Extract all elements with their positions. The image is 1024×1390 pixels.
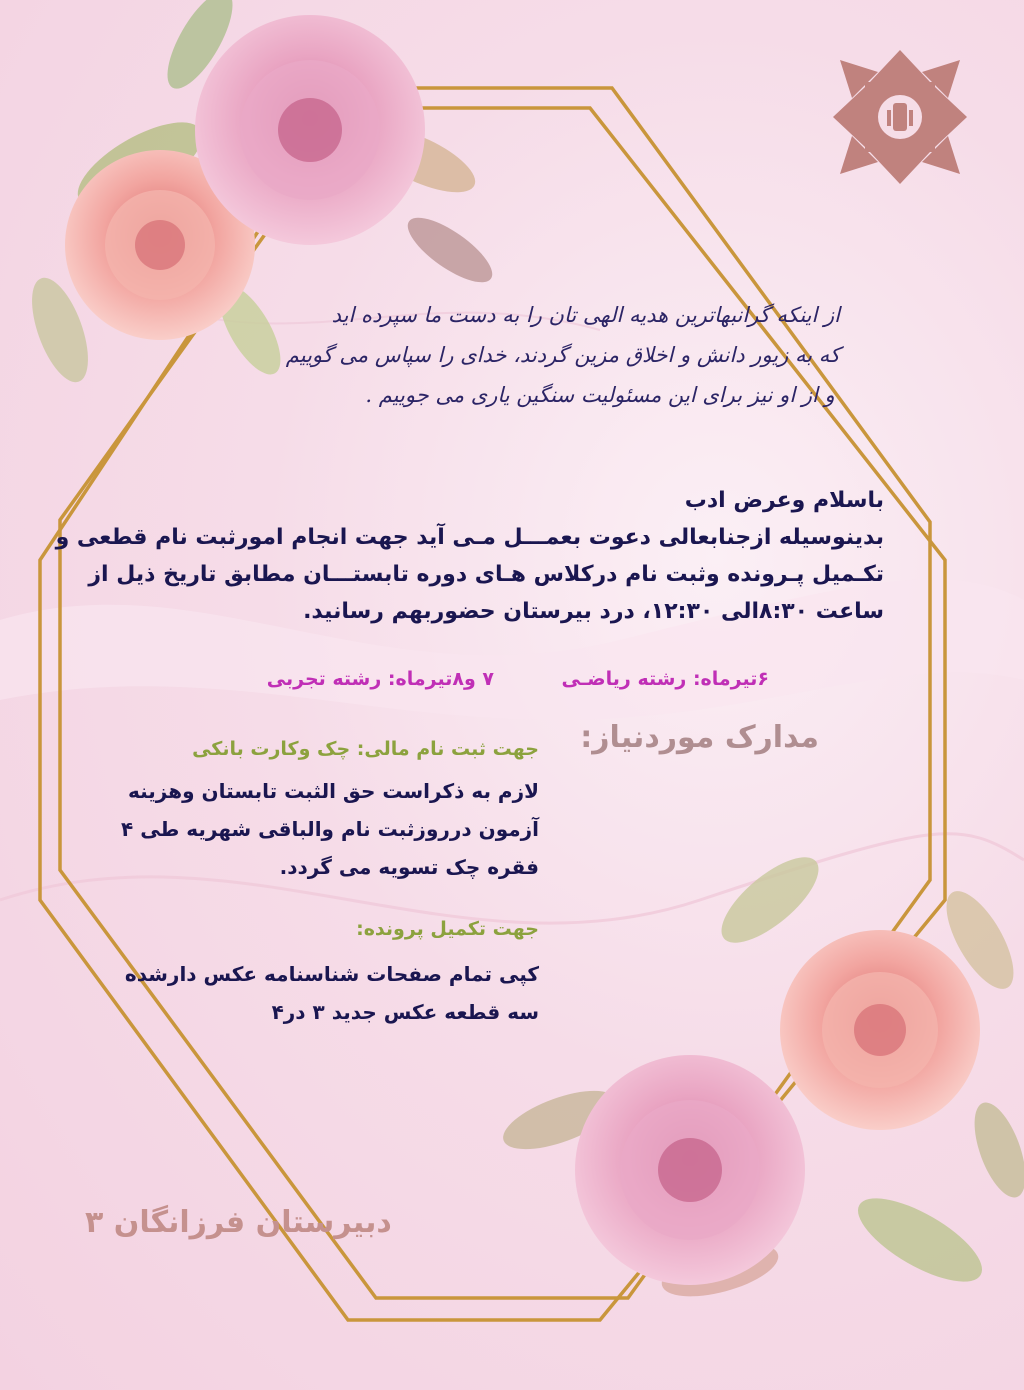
financial-text [121, 772, 539, 886]
financial-line: آزمون درروزثبت نام والباقی شهریه طی ۴ [121, 817, 539, 841]
body-line: بدینوسیله ازجنابعالی دعوت بعمـــل مـی آید جهت انجام امورثبت نام قطعی و [55, 525, 884, 550]
organization-logo [833, 50, 967, 184]
poem-line: و از او نیز برای این مسئولیت سنگین یاری می جوییم . [365, 383, 835, 407]
school-name: دبیرستان فرزانگان ۳ [85, 1205, 392, 1240]
file-line: سه قطعه عکس جدید ۳ در۴ [271, 1000, 539, 1024]
invitation-body [55, 482, 884, 630]
documents-title: مدارک موردنیاز: [580, 720, 819, 755]
file-title: جهت تکمیل پرونده: [356, 918, 539, 940]
financial-line: لازم به ذکراست حق الثبت تابستان وهزینه [128, 779, 539, 803]
poem-line: از اینکه گرانبهاترین هدیه الهی تان را به دست ما سپرده اید [331, 303, 840, 327]
poem-block [285, 295, 840, 415]
file-text [125, 955, 539, 1031]
poem-line: که به زیور دانش و اخلاق مزین گردند، خدای را سپاس می گوییم [285, 343, 840, 367]
financial-line: فقره چک تسویه می گردد. [279, 855, 539, 879]
file-line: کپی تمام صفحات شناسنامه عکس دارشده [124, 962, 539, 986]
body-line: تکـمیل پـرونده وثبت نام درکلاس هـای دوره تابستـــان مطابق تاریخ ذیل از [88, 562, 884, 587]
greeting: باسلام وعرض ادب [684, 488, 884, 513]
body-line: ساعت ۸:۳۰الی ۱۲:۳۰، درد بیرستان حضوربهم رسانید. [303, 599, 884, 624]
financial-title: جهت ثبت نام مالی: چک وکارت بانکی [192, 738, 539, 760]
schedule-experimental: ۷ و۸تیرماه: رشته تجربی [266, 668, 494, 690]
schedule-math: ۶تیرماه: رشته ریاضـی [561, 668, 769, 690]
rose-bouquet-bottom-right [496, 843, 1024, 1307]
